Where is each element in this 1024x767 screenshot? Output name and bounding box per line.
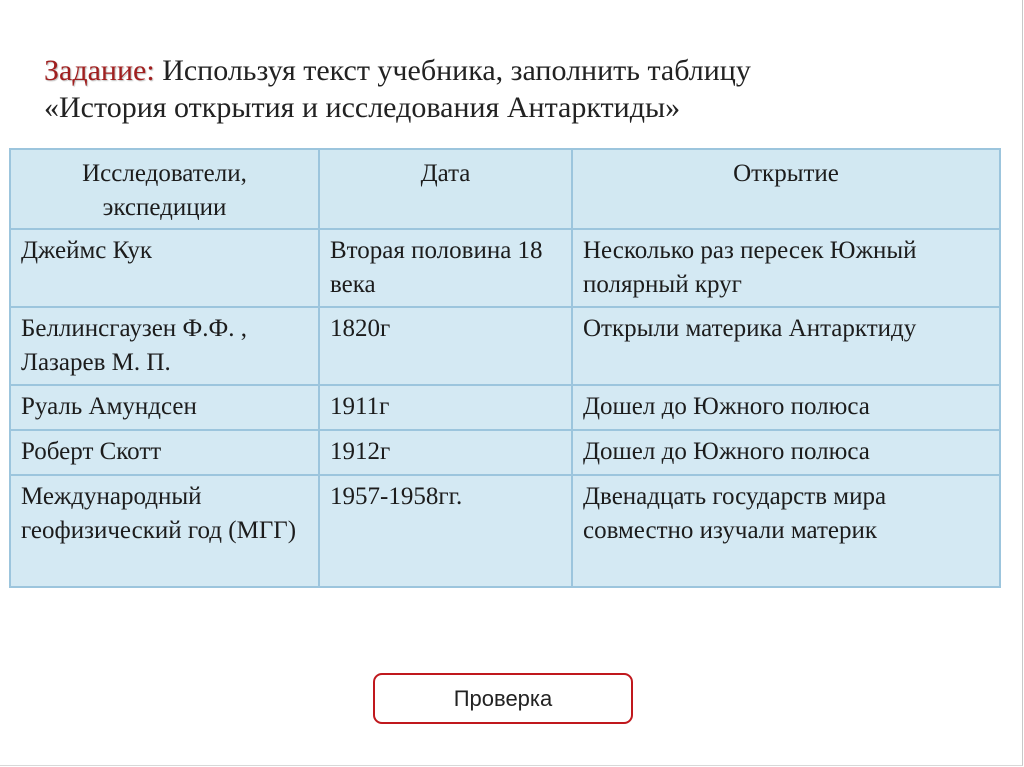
antarctica-table (9, 148, 999, 588)
table-row (10, 385, 1000, 430)
table-row (10, 229, 1000, 307)
cell-discovery: Дошел до Южного полюса (572, 385, 1000, 430)
cell-discovery: Дошел до Южного полюса (572, 430, 1000, 475)
cell-researcher: Беллинсгаузен Ф.Ф. , Лазарев М. П. (10, 307, 319, 385)
cell-discovery: Двенадцать государств мира совместно изучали материк (572, 475, 1000, 587)
cell-discovery: Несколько раз пересек Южный полярный круг (572, 229, 1000, 307)
header-date: Дата (319, 149, 572, 229)
cell-date: 1911г (319, 385, 572, 430)
task-title-line-1 (44, 52, 984, 89)
table-row (10, 307, 1000, 385)
table-header-row (10, 149, 1000, 229)
cell-researcher: Джеймс Кук (10, 229, 319, 307)
cell-date: Вторая половина 18 века (319, 229, 572, 307)
data-table (9, 148, 1001, 588)
cell-researcher: Международный геофизический год (МГГ) (10, 475, 319, 587)
cell-researcher: Руаль Амундсен (10, 385, 319, 430)
task-title (44, 52, 984, 126)
header-discovery: Открытие (572, 149, 1000, 229)
table-row (10, 430, 1000, 475)
cell-date: 1912г (319, 430, 572, 475)
cell-researcher: Роберт Скотт (10, 430, 319, 475)
cell-date: 1820г (319, 307, 572, 385)
task-instruction: Используя текст учебника, заполнить таблицу (154, 54, 751, 87)
table-row (10, 475, 1000, 587)
cell-date: 1957-1958гг. (319, 475, 572, 587)
header-researchers: Исследователи, экспедиции (10, 149, 319, 229)
check-button[interactable]: Проверка (373, 673, 633, 724)
cell-discovery: Открыли материка Антарктиду (572, 307, 1000, 385)
task-label: Задание: (44, 54, 155, 87)
table-topic: «История открытия и исследования Антарктиды» (44, 91, 681, 124)
